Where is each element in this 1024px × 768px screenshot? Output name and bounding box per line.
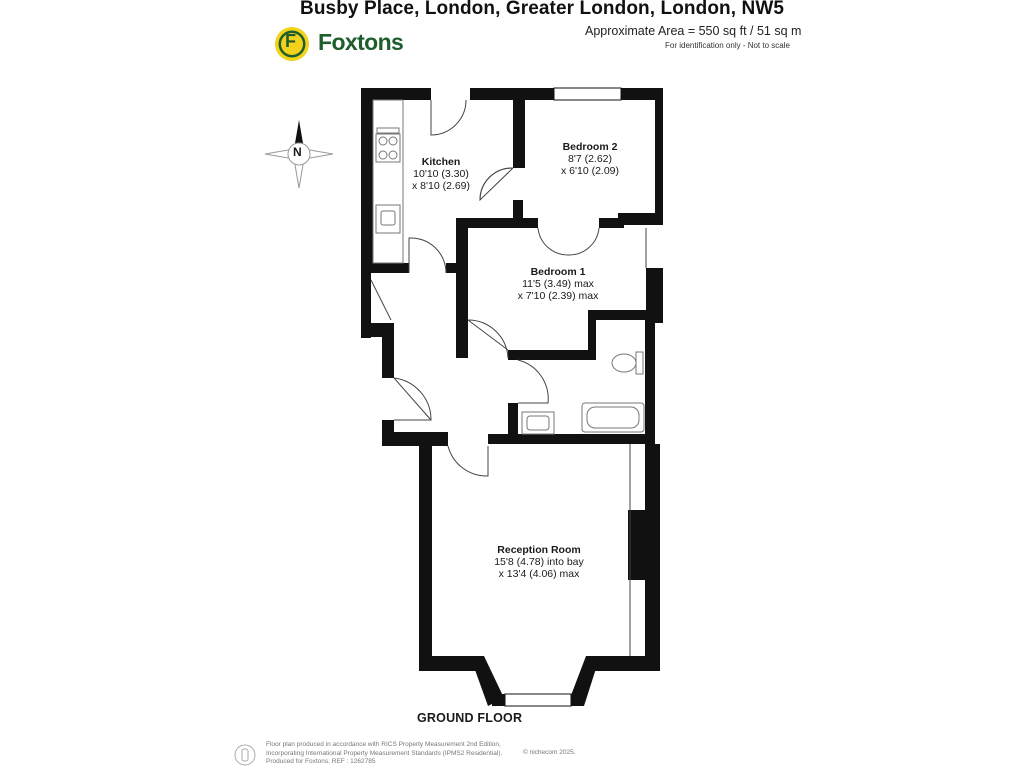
room-dimension: 15'8 (4.78) into bay <box>494 556 584 568</box>
room-dimension: x 6'10 (2.09) <box>560 165 620 177</box>
room-name: Reception Room <box>497 544 581 556</box>
room-name: Bedroom 1 <box>530 266 586 278</box>
room-dimension: x 7'10 (2.39) max <box>517 290 599 302</box>
footer-line: Floor plan produced in accordance with RICS Property Measurement 2nd Edition, <box>266 741 501 748</box>
identification-note: For identification only - Not to scale <box>665 41 790 50</box>
room-dimension: x 13'4 (4.06) max <box>498 568 580 580</box>
room-dimension: x 8'10 (2.69) <box>411 180 471 192</box>
room-dimension: 11'5 (3.49) max <box>522 278 594 290</box>
windows <box>505 88 621 706</box>
floor-label: GROUND FLOOR <box>417 711 523 725</box>
room-reception <box>474 544 604 580</box>
room-name: Kitchen <box>421 156 461 168</box>
footer-line: Incorporating International Property Measurement Standards (IPMS2 Residential). <box>266 749 503 757</box>
room-kitchen <box>396 156 486 192</box>
area-text: Approximate Area = 550 sq ft / 51 sq m <box>585 24 802 38</box>
footer-copyright: © nichecom 2025. <box>523 749 576 756</box>
logo-brand: Foxtons <box>318 29 404 55</box>
room-name: Bedroom 2 <box>562 141 618 153</box>
page-title: Busby Place, London, Greater London, London, NW5 <box>300 0 785 19</box>
footer-line: Produced for Foxtons. REF : 1262785 <box>266 758 376 765</box>
room-bedroom-1 <box>496 266 620 302</box>
room-dimension: 10'10 (3.30) <box>413 168 469 180</box>
footer-notes <box>266 741 502 767</box>
room-dimension: 8'7 (2.62) <box>567 153 613 165</box>
measurement-icon <box>234 744 256 766</box>
compass-letter: N <box>293 145 302 159</box>
room-bedroom-2 <box>542 141 638 177</box>
logo-letter: F <box>285 31 296 51</box>
